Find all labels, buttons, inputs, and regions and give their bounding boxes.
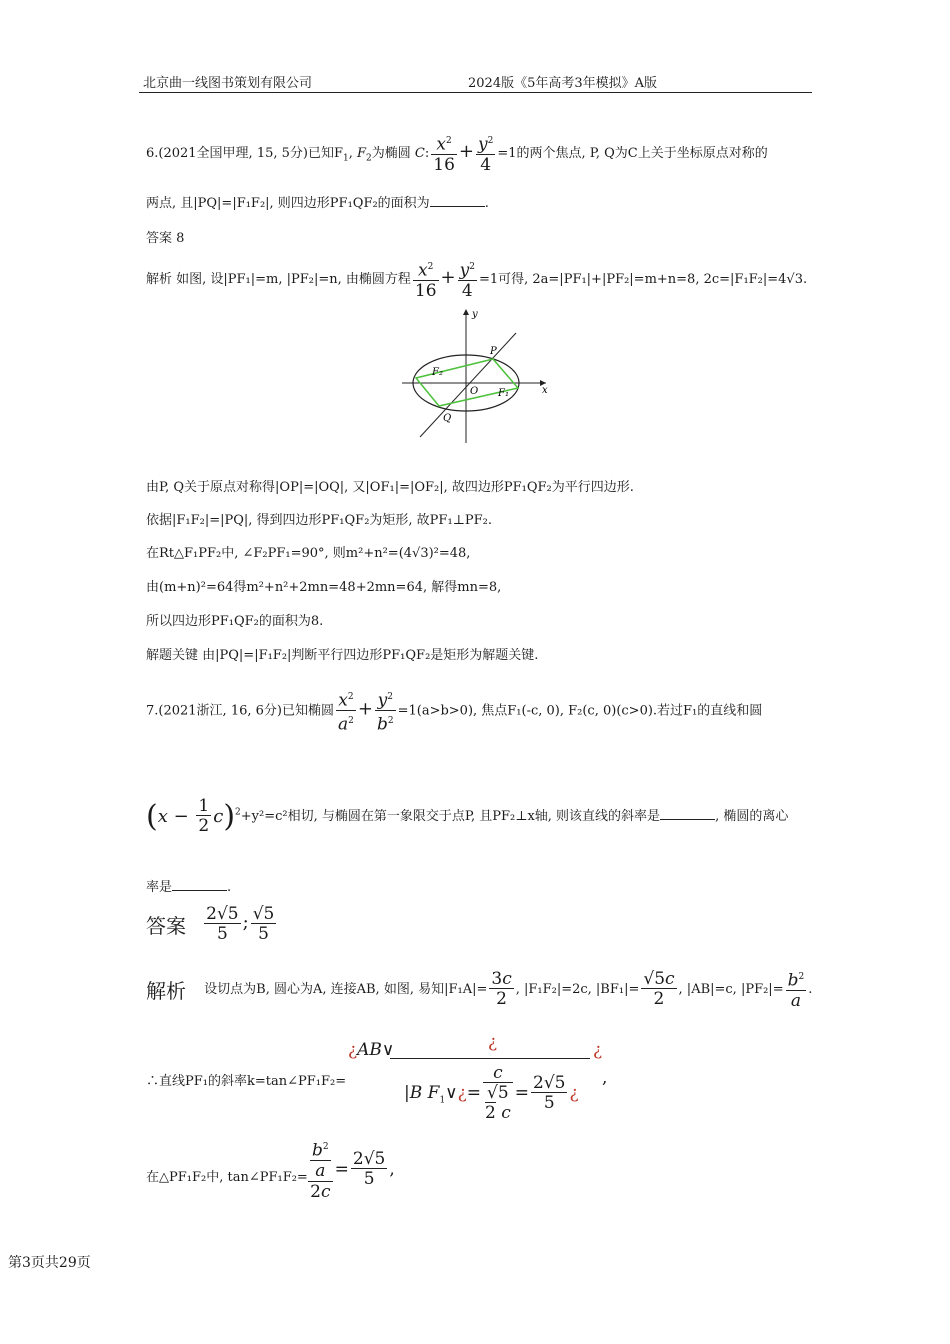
q6-l2: 依据|F₁F₂|=|PQ|, 得到四边形PF₁QF₂为矩形, 故PF₁⊥PF₂. xyxy=(146,513,492,528)
q6-l3: 在Rt△F₁PF₂中, ∠F₂PF₁=90°, 则m²+n²=(4√3)²=48, xyxy=(146,546,471,561)
header-right: 2024版《5年高考3年模拟》A版 xyxy=(468,76,658,91)
q7-analysis-a: 设切点为B, 圆心为A, 连接AB, 如图, 易知|F₁A|= xyxy=(204,981,488,997)
q6-line2-text: 两点, 且|PQ|=|F₁F₂|, 则四边形PF₁QF₂的面积为 xyxy=(146,196,430,211)
tri-formula: $\frac{\frac{b^2}{a}}{2c}$ = $\frac{2√5}{5}$ , xyxy=(306,1138,395,1202)
slope-formula: ¿AB∨ ¿ ¿ |B $F_1\vee¿=$ c √5 2 c = $\frac{2√5}{5}$ ¿ , xyxy=(348,1032,608,1123)
header-divider xyxy=(139,92,812,93)
q6-line2: 两点, 且|PQ|=|F₁F₂|, 则四边形PF₁QF₂的面积为 . xyxy=(146,196,489,211)
q6-l1: 由P, Q关于原点对称得|OP|=|OQ|, 又|OF₁|=|OF₂|, 故四边形PF₁QF₂为平行四边形. xyxy=(146,480,634,495)
q7-analysis: 解析 设切点为B, 圆心为A, 连接AB, 如图, 易知|F₁A|= $\frac{3c}{2}$ , |F₁F₂|=2c, |BF₁|= $\frac{√5c}{2}$ , |AB|=c, |PF₂|= $\frac{b^2}{a}$ . xyxy=(146,968,813,1011)
q6-analysis-a: 解析 如图, 设|PF₁|=m, |PF₂|=n, 由椭圆方程 xyxy=(146,271,411,287)
label-x: x xyxy=(542,385,548,396)
q6-analysis: 解析 如图, 设|PF₁|=m, |PF₂|=n, 由椭圆方程 $\frac{x^2}{16}$ + $\frac{y^2}{4}$ =1可得, 2a=|PF₁|+|PF₂|=m+n=8, 2c=|F₁F₂|=4√3. xyxy=(146,258,807,301)
header-left: 北京曲一线图书策划有限公司 xyxy=(143,76,313,91)
y-arrow-icon xyxy=(463,309,469,315)
q6-text-c: =1的两个焦点, P, Q为C上关于坐标原点对称的 xyxy=(497,145,768,161)
q7-analysis-label: 解析 xyxy=(146,978,186,1003)
q7-analysis-b: , |F₁F₂|=2c, |BF₁|= xyxy=(515,981,640,997)
q6-text-b: 为椭圆 xyxy=(371,145,411,161)
ellipse-figure xyxy=(398,305,554,447)
q7-line2-b: , 椭圆的离心 xyxy=(715,809,789,824)
q7-slope-label: ∴直线PF₁的斜率k=tan∠PF₁F₂= xyxy=(146,1074,347,1089)
q7-line3-text: 率是 xyxy=(146,880,173,895)
q7-answer: 答案 $\frac{2√5}{5}$ ; $\frac{√5}{5}$ xyxy=(146,904,275,944)
q6-analysis-b: =1可得, 2a=|PF₁|+|PF₂|=m+n=8, 2c=|F₁F₂|=4√3. xyxy=(478,271,808,287)
line-pq xyxy=(420,333,516,437)
q7-tri xyxy=(146,1166,308,1185)
label-q: Q xyxy=(443,413,452,424)
label-f2: F₂ xyxy=(432,367,443,378)
q6-key: 解题关键 由|PQ|=|F₁F₂|判断平行四边形PF₁QF₂是矩形为解题关键. xyxy=(146,648,539,663)
q7-tri-text: 在△PF₁F₂中, tan∠PF₁F₂= xyxy=(146,1170,308,1185)
label-o: O xyxy=(470,386,479,397)
q7-title-b: =1(a>b>0), 焦点F₁(-c, 0), F₂(c, 0)(c>0).若过F₁的直线和圆 xyxy=(397,703,763,719)
page-footer: 第3页共29页 xyxy=(8,1255,91,1271)
q7-title-a: 7.(2021浙江, 16, 6分)已知椭圆 xyxy=(146,703,334,719)
q7-answer-label: 答案 xyxy=(146,914,186,938)
q7-line2-text: +y²=c²相切, 与椭圆在第一象限交于点P, 且PF₂⊥x轴, 则该直线的斜率是 xyxy=(240,809,661,824)
q6-title: 6.(2021全国甲理, 15, 5分)已知F xyxy=(146,145,343,161)
label-p: P xyxy=(490,346,497,357)
answer-blank xyxy=(430,194,485,207)
q6-l4: 由(m+n)²=64得m²+n²+2mn=48+2mn=64, 解得mn=8, xyxy=(146,580,502,595)
blank-slope xyxy=(660,807,715,820)
label-y: y xyxy=(472,309,478,320)
q6-l5: 所以四边形PF₁QF₂的面积为8. xyxy=(146,614,324,629)
q7-line3: 率是 . xyxy=(146,880,232,895)
q7-line2: (x − $\frac{1}{2}$ c)$^2$+y²=c²相切, 与椭圆在第一象限交于点P, 且PF₂⊥x轴, 则该直线的斜率是 , 椭圆的离心 xyxy=(146,796,789,836)
label-f1: F₁ xyxy=(498,388,509,399)
q7-analysis-c: , |AB|=c, |PF₂|= xyxy=(678,981,784,997)
q7-line1: 7.(2021浙江, 16, 6分)已知椭圆 $\frac{x^2}{a^2}$ + $\frac{y^2}{b^2}$ =1(a>b>0), 焦点F₁(-c, 0), F₂(c, 0)(c>0).若过F₁的直线和圆 xyxy=(146,688,762,734)
q6-answer: 答案 8 xyxy=(146,231,185,246)
q6-line1: 6.(2021全国甲理, 15, 5分)已知$F_1$, $F_2$为椭圆 C: $\frac{x^2}{16}$ + $\frac{y^2}{4}$ =1的两个焦点, P, Q为C上关于坐标原点对称的 xyxy=(146,132,768,175)
blank-ecc xyxy=(172,878,227,891)
